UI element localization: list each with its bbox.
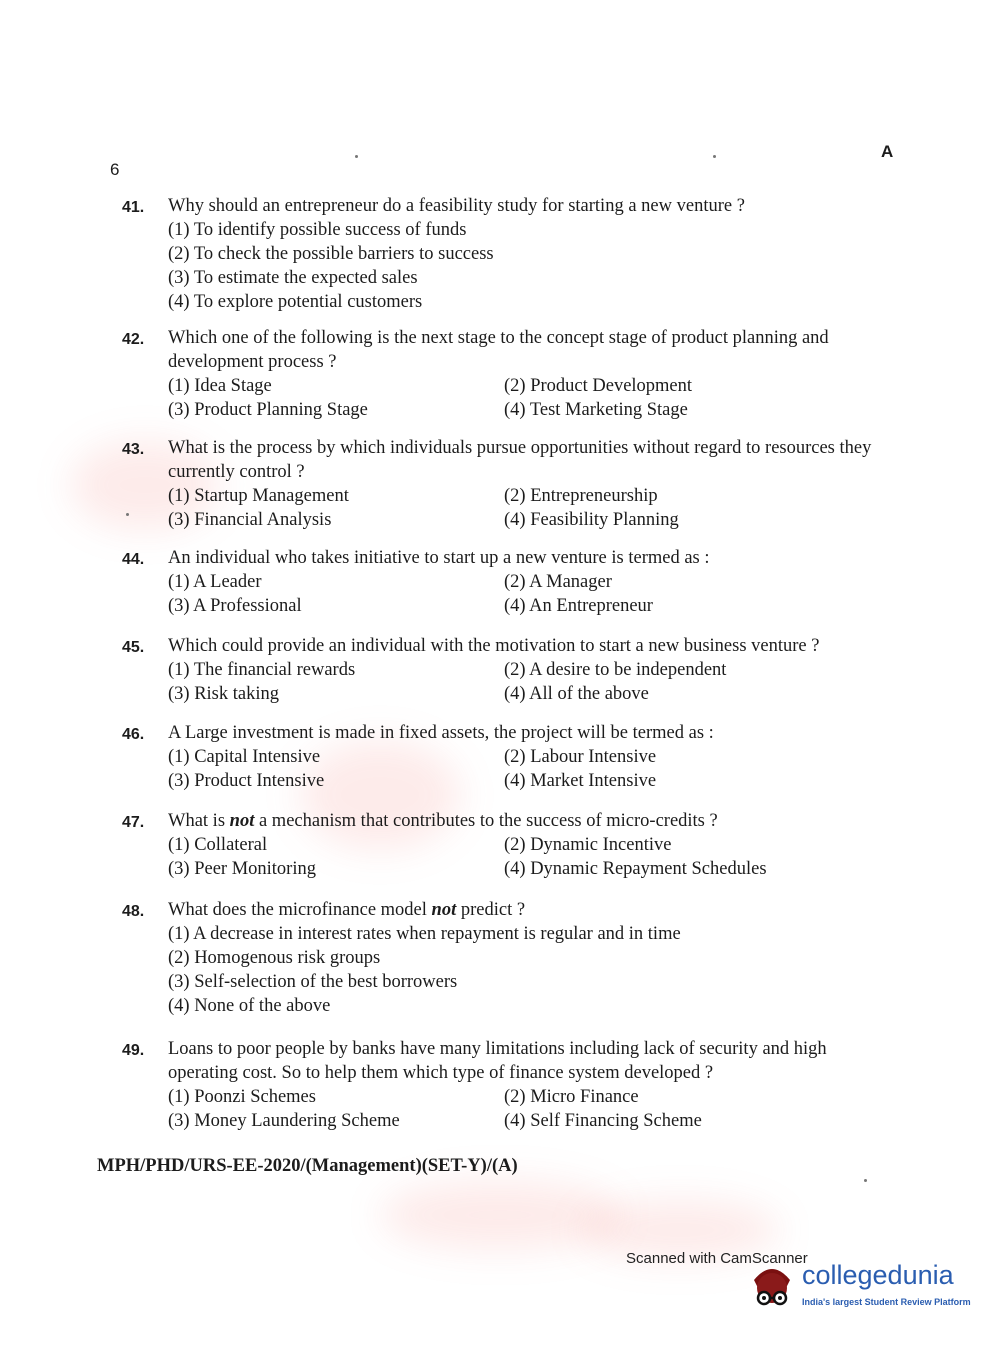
question-text-part: What does the microfinance model — [168, 900, 432, 920]
question-43 — [122, 436, 892, 532]
option-2: (2) To check the possible barriers to success — [168, 244, 494, 264]
option-4: (4) Self Financing Scheme — [504, 1111, 702, 1131]
option-4: (4) None of the above — [168, 996, 331, 1016]
question-text: A Large investment is made in fixed assets, the project will be termed as : — [168, 723, 714, 743]
question-number: 44. — [122, 551, 145, 568]
option-1: (1) Idea Stage — [168, 376, 272, 396]
option-2: (2) Entrepreneurship — [504, 486, 658, 506]
collegedunia-watermark — [744, 1258, 974, 1318]
options — [168, 484, 892, 532]
question-42 — [122, 326, 892, 422]
question-text: Which could provide an individual with the motivation to start a new business venture ? — [168, 636, 820, 656]
question-number: 46. — [122, 726, 145, 743]
set-letter: A — [881, 142, 894, 161]
options — [168, 658, 892, 706]
option-2: (2) Product Development — [504, 376, 693, 396]
scan-speck — [713, 155, 716, 158]
options — [168, 745, 892, 793]
scan-speck — [355, 155, 358, 158]
options — [168, 218, 892, 314]
emphasis-word: not — [229, 811, 255, 831]
brand-name: collegedunia — [802, 1260, 954, 1290]
question-text: Loans to poor people by banks have many limitations including lack of security and high operating cost. So to help them which type of finance system developed ? — [168, 1039, 827, 1083]
question-text-part: What is — [168, 811, 230, 831]
question-text-part: predict ? — [456, 900, 526, 920]
option-4: (4) Market Intensive — [504, 771, 657, 791]
option-1: (1) A Leader — [168, 572, 262, 592]
scan-stain — [380, 1180, 620, 1250]
option-4: (4) Dynamic Repayment Schedules — [504, 859, 767, 879]
question-number: 49. — [122, 1042, 145, 1059]
option-1: (1) Startup Management — [168, 486, 349, 506]
option-2: (2) Homogenous risk groups — [168, 948, 381, 968]
option-3: (3) Money Laundering Scheme — [168, 1111, 400, 1131]
question-number: 41. — [122, 199, 145, 216]
option-3: (3) A Professional — [168, 596, 302, 616]
question-number: 48. — [122, 903, 145, 920]
option-4: (4) All of the above — [504, 684, 649, 704]
option-3: (3) Risk taking — [168, 684, 279, 704]
option-2: (2) A Manager — [504, 572, 612, 592]
option-4: (4) An Entrepreneur — [504, 596, 653, 616]
option-1: (1) A decrease in interest rates when repayment is regular and in time — [168, 924, 681, 944]
paper-code-footer: MPH/PHD/URS-EE-2020/(Management)(SET-Y)/(A) — [97, 1156, 518, 1176]
question-47 — [122, 809, 892, 881]
option-1: (1) To identify possible success of funds — [168, 220, 467, 240]
option-3: (3) Product Intensive — [168, 771, 325, 791]
option-4: (4) Feasibility Planning — [504, 510, 679, 530]
mascot-logo-icon — [744, 1258, 800, 1314]
question-number: 42. — [122, 331, 145, 348]
question-text-part: a mechanism that contributes to the success of micro-credits ? — [254, 811, 718, 831]
option-2: (2) Labour Intensive — [504, 747, 657, 767]
option-2: (2) A desire to be independent — [504, 660, 727, 680]
question-text: What is the process by which individuals pursue opportunities without regard to resources they currently control ? — [168, 438, 872, 482]
option-4: (4) To explore potential customers — [168, 292, 423, 312]
option-4: (4) Test Marketing Stage — [504, 400, 688, 420]
option-1: (1) Collateral — [168, 835, 268, 855]
page-number: 6 — [110, 160, 120, 179]
question-text: Why should an entrepreneur do a feasibility study for starting a new venture ? — [168, 196, 745, 216]
option-1: (1) Poonzi Schemes — [168, 1087, 316, 1107]
options — [168, 833, 892, 881]
emphasis-word: not — [431, 900, 457, 920]
option-1: (1) The financial rewards — [168, 660, 356, 680]
question-41 — [122, 194, 892, 314]
question-49 — [122, 1037, 892, 1133]
options — [168, 922, 892, 1018]
option-3: (3) To estimate the expected sales — [168, 268, 418, 288]
option-2: (2) Dynamic Incentive — [504, 835, 672, 855]
question-number: 43. — [122, 441, 145, 458]
option-2: (2) Micro Finance — [504, 1087, 639, 1107]
question-text — [168, 809, 892, 833]
option-3: (3) Financial Analysis — [168, 510, 332, 530]
options — [168, 1085, 892, 1133]
brand-tagline: India's largest Student Review Platform — [802, 1297, 971, 1307]
question-number: 45. — [122, 639, 145, 656]
question-number: 47. — [122, 814, 145, 831]
question-44 — [122, 546, 892, 618]
question-text: An individual who takes initiative to start up a new venture is termed as : — [168, 548, 710, 568]
options — [168, 374, 892, 422]
question-text — [168, 898, 892, 922]
option-1: (1) Capital Intensive — [168, 747, 321, 767]
question-text: Which one of the following is the next stage to the concept stage of product planning and development process ? — [168, 328, 829, 372]
question-46 — [122, 721, 892, 793]
option-3: (3) Peer Monitoring — [168, 859, 316, 879]
scan-speck — [864, 1179, 867, 1182]
option-3: (3) Product Planning Stage — [168, 400, 368, 420]
question-45 — [122, 634, 892, 706]
options — [168, 570, 892, 618]
question-48 — [122, 898, 892, 1018]
option-3: (3) Self-selection of the best borrowers — [168, 972, 458, 992]
scanner-credit: Scanned with CamScanner — [626, 1250, 808, 1267]
